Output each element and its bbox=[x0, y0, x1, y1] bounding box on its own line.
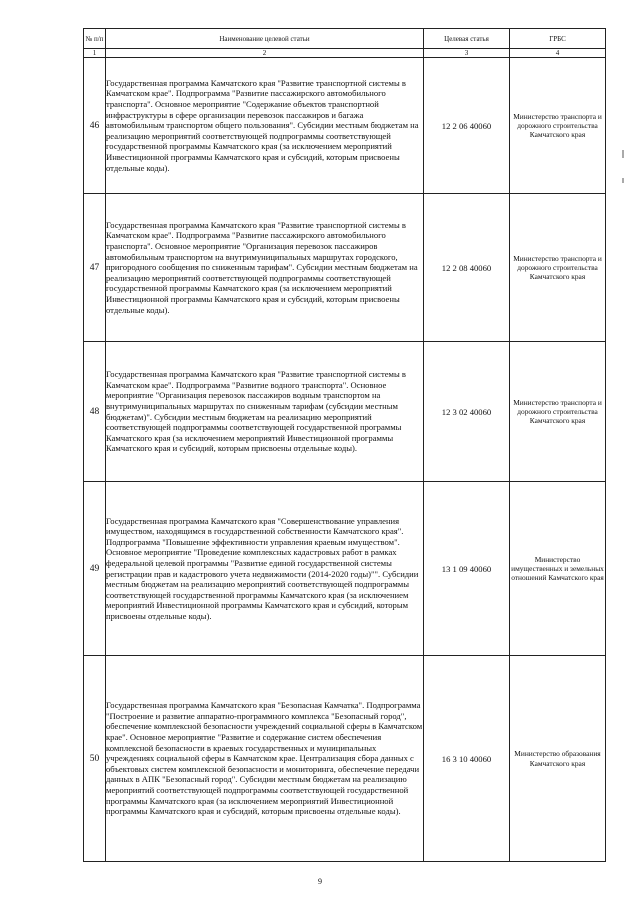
row-number: 46 bbox=[84, 58, 106, 194]
article-code: 16 3 10 40060 bbox=[424, 656, 510, 862]
article-grbs: Министерство имущественных и земельных отношений Камчатского края bbox=[510, 482, 606, 656]
header-num: № п/п bbox=[84, 29, 106, 49]
article-grbs: Министерство транспорта и дорожного строительства Камчатского края bbox=[510, 342, 606, 482]
row-number: 47 bbox=[84, 194, 106, 342]
column-number: 3 bbox=[424, 49, 510, 58]
row-number: 48 bbox=[84, 342, 106, 482]
scan-margin-mark bbox=[622, 150, 624, 158]
article-code: 13 1 09 40060 bbox=[424, 482, 510, 656]
column-number: 4 bbox=[510, 49, 606, 58]
table-row bbox=[84, 194, 606, 342]
row-number: 50 bbox=[84, 656, 106, 862]
header-name: Наименование целевой статьи bbox=[106, 29, 424, 49]
header-grbs: ГРБС bbox=[510, 29, 606, 49]
column-number: 2 bbox=[106, 49, 424, 58]
column-numbering-row bbox=[84, 49, 606, 58]
scan-margin-mark bbox=[622, 178, 624, 183]
article-name: Государственная программа Камчатского края "Развитие транспортной системы в Камчатском крае". Подпрограмма "Развитие пассажирского автомобильного транспорта". Основное мероприятие "Содержание объектов транспортной инфраструктуры в сфере организации перевозок пассажиров и багажа автомобильным транспортом общего пользования". Субсидии местным бюджетам на реализацию мероприятий соответствующей подпрограммы соответствующей государственной программы Камчатского края (за исключением мероприятий Инвестиционной программы Камчатского края и субсидий, которым присвоены отдельные коды). bbox=[106, 58, 424, 194]
article-code: 12 2 06 40060 bbox=[424, 58, 510, 194]
table-row bbox=[84, 58, 606, 194]
article-name: Государственная программа Камчатского края "Развитие транспортной системы в Камчатском крае". Подпрограмма "Развитие водного транспорта". Основное мероприятие "Организация перевозок пассажиров водным транспортом на внутримуниципальных маршрутах по сниженным тарифам (субсидии местным бюджетам)". Субсидии местным бюджетам на реализацию мероприятий соответствующей подпрограммы соответствующей государственной программы Камчатского края (за исключением мероприятий Инвестиционной программы Камчатского края и субсидий, которым присвоены отдельные коды). bbox=[106, 342, 424, 482]
target-articles-table bbox=[83, 28, 606, 862]
article-name: Государственная программа Камчатского края "Развитие транспортной системы в Камчатском крае". Подпрограмма "Развитие пассажирского автомобильного транспорта". Основное мероприятие "Организация перевозок пассажиров автомобильным транспортом на внутримуниципальных маршрутах городского, пригородного сообщения по сниженным тарифам". Субсидии местным бюджетам на реализацию мероприятий соответствующей подпрограммы соответствующей государственной программы Камчатского края (за исключением мероприятий Инвестиционной программы Камчатского края и субсидий, которым присвоены отдельные коды). bbox=[106, 194, 424, 342]
page-number: 9 bbox=[318, 877, 322, 886]
column-number: 1 bbox=[84, 49, 106, 58]
article-name: Государственная программа Камчатского края "Безопасная Камчатка". Подпрограмма "Построение и развитие аппаратно-программного комплекса "Безопасный город", обеспечение комплексной безопасности учреждений социальной сферы в Камчатском крае". Основное мероприятие "Развитие и содержание систем обеспечения комплексной безопасности в краевых государственных и муниципальных учреждениях социальной сферы в Камчатском крае. Централизация сбора данных с объектовых систем комплексной безопасности и мониторинга, обеспечение передачи данных в АПК "Безопасный город". Субсидии местным бюджетам на реализацию мероприятий соответствующей подпрограммы соответствующей государственной программы Камчатского края (за исключением мероприятий Инвестиционной программы Камчатского края и субсидий, которым присвоены отдельные коды). bbox=[106, 656, 424, 862]
article-name: Государственная программа Камчатского края "Совершенствование управления имуществом, находящимся в государственной собственности Камчатского края". Подпрограмма "Повышение эффективности управления краевым имуществом". Основное мероприятие "Проведение комплексных кадастровых работ в рамках федеральной целевой программы "Развитие единой государственной системы регистрации прав и кадастрового учета недвижимости (2014-2020 годы)"". Субсидии местным бюджетам на реализацию мероприятий соответствующей подпрограммы соответствующей государственной программы Камчатского края (за исключением мероприятий Инвестиционной программы Камчатского края и субсидий, которым присвоены отдельные коды). bbox=[106, 482, 424, 656]
article-grbs: Министерство транспорта и дорожного строительства Камчатского края bbox=[510, 58, 606, 194]
table-row bbox=[84, 342, 606, 482]
header-code: Целевая статья bbox=[424, 29, 510, 49]
table-header-row bbox=[84, 29, 606, 49]
row-number: 49 bbox=[84, 482, 106, 656]
article-code: 12 2 08 40060 bbox=[424, 194, 510, 342]
table-row bbox=[84, 656, 606, 862]
article-code: 12 3 02 40060 bbox=[424, 342, 510, 482]
table-row bbox=[84, 482, 606, 656]
article-grbs: Министерство транспорта и дорожного строительства Камчатского края bbox=[510, 194, 606, 342]
article-grbs: Министерство образования Камчатского края bbox=[510, 656, 606, 862]
